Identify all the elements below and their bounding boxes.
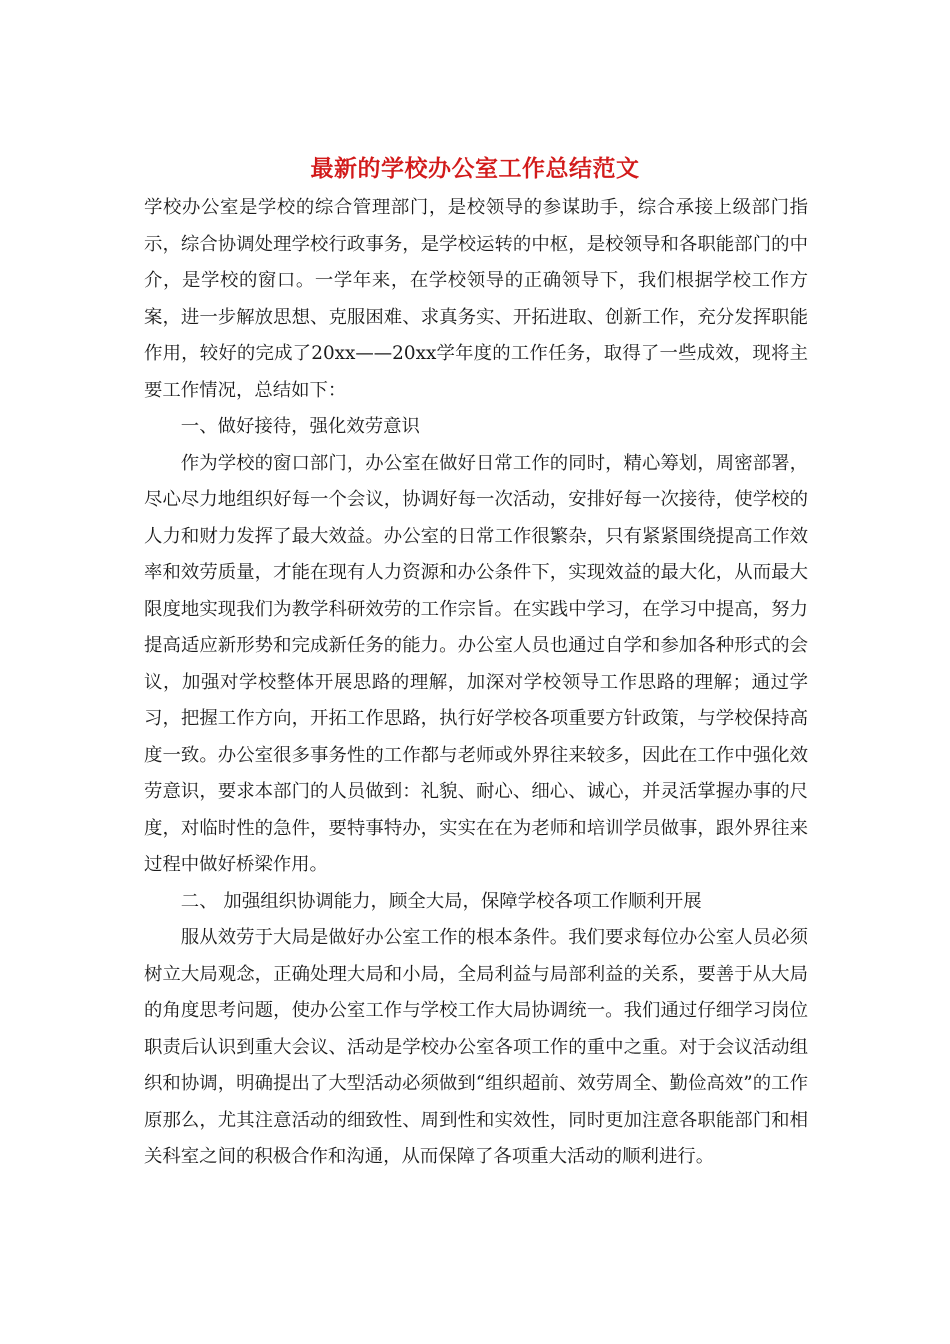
section-heading-2: 二、 加强组织协调能力，顾全大局，保障学校各项工作顺利开展 <box>180 890 702 912</box>
document-title: 最新的学校办公室工作总结范文 <box>310 155 640 182</box>
intro-paragraph: 学校办公室是学校的综合管理部门，是校领导的参谋助手，综合承接上级部门指示，综合协调处理学校行政事务，是学校运转的中枢，是校领导和各职能部门的中介，是学校的窗口。一学年来，在学校领导的正确领导下，我们根据学校工作方案，进一步解放思想、克服困难、求真务实、开拓进取、创新工作，充分发挥职能作用，较好的完成了20xx——20xx学年度的工作任务，取得了一些成效，现将主要工作情况，总结如下： <box>144 197 808 401</box>
body-paragraph-2: 服从效劳于大局是做好办公室工作的根本条件。我们要求每位办公室人员必须树立大局观念，正确处理大局和小局，全局利益与局部利益的关系，要善于从大局的角度思考问题，使办公室工作与学校工作大局协调统一。我们通过仔细学习岗位职责后认识到重大会议、活动是学校办公室各项工作的重中之重。对于会议活动组织和协调，明确提出了大型活动必须做到“组织超前、效劳周全、勤俭高效”的工作原那么，尤其注意活动的细致性、周到性和实效性，同时更加注意各职能部门和相关科室之间的积极合作和沟通，从而保障了各项重大活动的顺利进行。 <box>144 927 808 1167</box>
section-heading-1: 一、做好接待，强化效劳意识 <box>180 416 420 437</box>
document-body <box>144 190 808 1176</box>
body-paragraph-1: 作为学校的窗口部门，办公室在做好日常工作的同时，精心筹划，周密部署，尽心尽力地组织好每一个会议，协调好每一次活动，安排好每一次接待，使学校的人力和财力发挥了最大效益。办公室的日常工作很繁杂，只有紧紧围绕提高工作效率和效劳质量，才能在现有人力资源和办公条件下，实现效益的最大化，从而最大限度地实现我们为教学科研效劳的工作宗旨。在实践中学习，在学习中提高，努力提高适应新形势和完成新任务的能力。办公室人员也通过自学和参加各种形式的会议，加强对学校整体开展思路的理解，加深对学校领导工作思路的理解；通过学习，把握工作方向，开拓工作思路，执行好学校各项重要方针政策，与学校保持高度一致。办公室很多事务性的工作都与老师或外界往来较多，因此在工作中强化效劳意识，要求本部门的人员做到：礼貌、耐心、细心、诚心，并灵活掌握办事的尺度，对临时性的急件，要特事特办，实实在在为老师和培训学员做事，跟外界往来过程中做好桥梁作用。 <box>144 452 808 875</box>
